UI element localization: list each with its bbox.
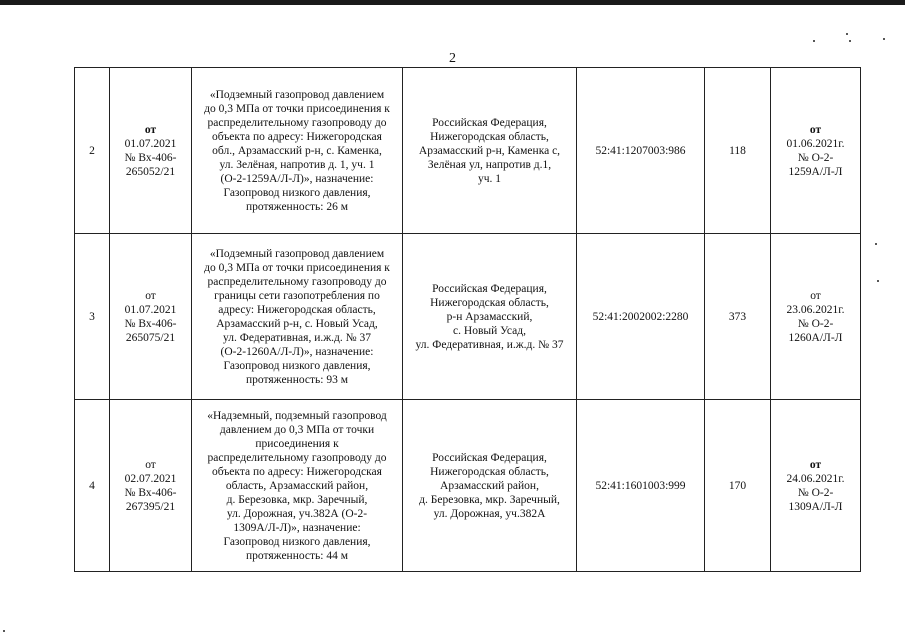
table-row <box>75 234 861 400</box>
request-date: 02.07.2021 <box>124 472 177 485</box>
object-description-cell <box>192 68 403 234</box>
scan-speck <box>883 38 885 40</box>
address-line: ул. Федеративная, и.ж.д. № 37 <box>415 338 564 351</box>
object-line: протяженность: 93 м <box>245 373 348 386</box>
decision-number-suffix: 1259А/Л-Л <box>788 165 843 178</box>
address-line: Российская Федерация, <box>432 116 547 129</box>
request-date: 01.07.2021 <box>124 303 177 316</box>
cadastral-number: 52:41:2002002:2280 <box>577 234 705 400</box>
object-line: обл., Арзамасский р-н, с. Каменка, <box>212 144 382 157</box>
object-line: до 0,3 МПа от точки присоединения к <box>204 102 390 115</box>
scan-top-edge <box>0 0 905 5</box>
row-number: 2 <box>75 68 110 234</box>
request-number: № Вх-406- <box>124 151 177 164</box>
address-line: Арзамасский район, <box>440 479 539 492</box>
address-line: с. Новый Усад, <box>453 324 526 337</box>
object-line: давлением до 0,3 МПа от точки <box>219 423 375 436</box>
decision-prefix: от <box>809 458 822 471</box>
object-line: Арзамасский р-н, с. Новый Усад, <box>216 317 378 330</box>
decision-prefix: от <box>810 289 821 302</box>
object-line: распределительному газопроводу до <box>207 275 387 288</box>
registry-table <box>74 67 861 572</box>
object-line: Газопровод низкого давления, <box>223 186 371 199</box>
request-date: 01.07.2021 <box>124 137 177 150</box>
object-line: протяженность: 26 м <box>245 200 348 213</box>
object-line: до 0,3 МПа от точки присоединения к <box>204 261 390 274</box>
table-row <box>75 68 861 234</box>
address-cell <box>403 68 577 234</box>
object-line: «Надземный, подземный газопровод <box>207 409 387 422</box>
area-value: 373 <box>705 234 771 400</box>
request-number: № Вх-406- <box>124 317 177 330</box>
scan-speck <box>846 33 848 35</box>
address-cell <box>403 234 577 400</box>
decision-cell <box>771 68 861 234</box>
object-line: распределительному газопроводу до <box>207 451 387 464</box>
object-description-cell <box>192 234 403 400</box>
decision-number: № О-2- <box>797 317 834 330</box>
object-line: 1309А/Л-Л)», назначение: <box>233 521 361 534</box>
scan-speck <box>849 40 851 42</box>
table-row <box>75 400 861 572</box>
cadastral-number: 52:41:1601003:999 <box>577 400 705 572</box>
decision-date: 23.06.2021г. <box>786 303 845 316</box>
decision-cell <box>771 400 861 572</box>
request-cell <box>110 400 192 572</box>
decision-date: 24.06.2021г. <box>786 472 845 485</box>
address-line: Арзамасский р-н, Каменка с, <box>418 144 561 157</box>
address-line: Зелёная ул, напротив д.1, <box>427 158 552 171</box>
object-line: ул. Зелёная, напротив д. 1, уч. 1 <box>219 158 375 171</box>
object-line: объекта по адресу: Нижегородская <box>212 465 382 478</box>
object-line: (О-2-1260А/Л-Л)», назначение: <box>220 345 374 358</box>
object-line: область, Арзамасский район, <box>225 479 369 492</box>
decision-prefix: от <box>809 123 822 136</box>
request-prefix: от <box>145 289 156 302</box>
scan-speck <box>877 280 879 282</box>
decision-number: № О-2- <box>797 486 834 499</box>
request-number-suffix: 265052/21 <box>125 165 176 178</box>
address-cell <box>403 400 577 572</box>
row-number: 3 <box>75 234 110 400</box>
object-line: протяженность: 44 м <box>245 549 348 562</box>
decision-number-suffix: 1260А/Л-Л <box>788 331 843 344</box>
address-line: Нижегородская область, <box>430 465 549 478</box>
object-description-cell <box>192 400 403 572</box>
address-line: д. Березовка, мкр. Заречный, <box>419 493 560 506</box>
object-line: «Подземный газопровод давлением <box>209 247 385 260</box>
object-line: границы сети газопотребления по <box>214 289 380 302</box>
object-line: ул. Федеративная, и.ж.д. № 37 <box>223 331 371 344</box>
request-cell <box>110 68 192 234</box>
page-number: 2 <box>449 51 456 66</box>
request-prefix: от <box>144 123 157 136</box>
object-line: Газопровод низкого давления, <box>223 535 371 548</box>
object-line: (О-2-1259А/Л-Л)», назначение: <box>220 172 374 185</box>
object-line: адресу: Нижегородская область, <box>218 303 376 316</box>
object-line: ул. Дорожная, уч.382А (О-2- <box>226 507 368 520</box>
address-line: уч. 1 <box>477 172 502 185</box>
request-number-suffix: 265075/21 <box>125 331 176 344</box>
object-line: Газопровод низкого давления, <box>223 359 371 372</box>
object-line: «Подземный газопровод давлением <box>209 88 385 101</box>
scan-speck <box>3 630 5 632</box>
address-line: Нижегородская область, <box>430 296 549 309</box>
address-line: ул. Дорожная, уч.382А <box>433 507 546 520</box>
address-line: Нижегородская область, <box>430 130 549 143</box>
decision-date: 01.06.2021г. <box>786 137 845 150</box>
address-line: р-н Арзамасский, <box>446 310 533 323</box>
object-line: объекта по адресу: Нижегородская <box>212 130 382 143</box>
request-cell <box>110 234 192 400</box>
request-number-suffix: 267395/21 <box>125 500 176 513</box>
address-line: Российская Федерация, <box>432 282 547 295</box>
decision-number: № О-2- <box>797 151 834 164</box>
decision-cell <box>771 234 861 400</box>
scan-speck <box>875 243 877 245</box>
row-number: 4 <box>75 400 110 572</box>
decision-number-suffix: 1309А/Л-Л <box>788 500 843 513</box>
scan-speck <box>813 40 815 42</box>
cadastral-number: 52:41:1207003:986 <box>577 68 705 234</box>
object-line: распределительному газопроводу до <box>207 116 387 129</box>
request-prefix: от <box>145 458 156 471</box>
object-line: присоединения к <box>255 437 339 450</box>
object-line: д. Березовка, мкр. Заречный, <box>226 493 368 506</box>
address-line: Российская Федерация, <box>432 451 547 464</box>
area-value: 170 <box>705 400 771 572</box>
area-value: 118 <box>705 68 771 234</box>
request-number: № Вх-406- <box>124 486 177 499</box>
